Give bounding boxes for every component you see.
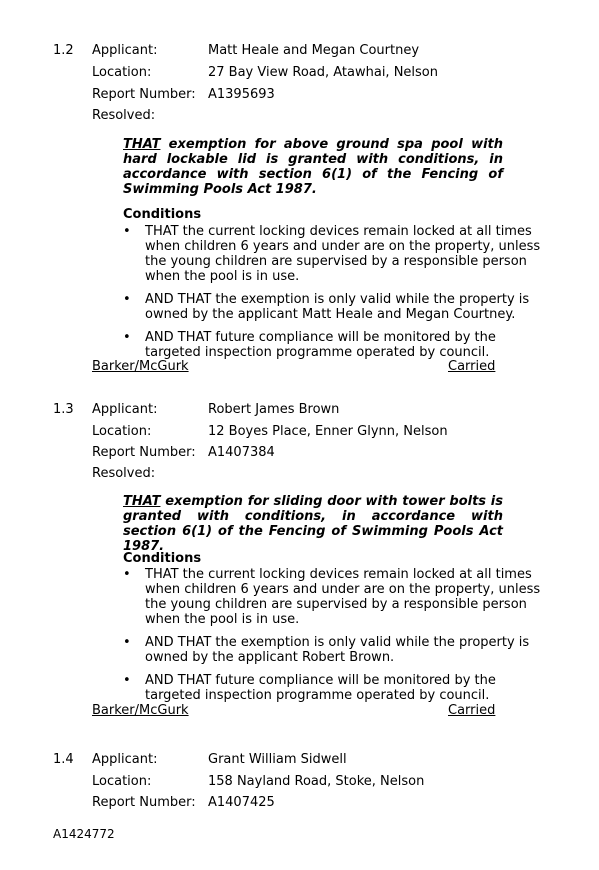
motion-status: Carried: [448, 359, 496, 374]
resolution-body: exemption for above ground spa pool with hard lockable lid is granted with conditions, in accordance with section 6(1) of the Fencing of Swimming Pools Act 1987.: [123, 137, 503, 197]
report-number-value: A1407425: [208, 795, 275, 810]
resolved-label: Resolved:: [92, 108, 156, 123]
condition-item: [123, 673, 553, 703]
location-row: [0, 423, 599, 441]
document-reference: A1424772: [53, 827, 115, 841]
location-label: Location:: [92, 65, 152, 80]
motion-status: Carried: [448, 703, 496, 718]
item-number: 1.2: [53, 43, 74, 58]
condition-text: AND THAT future compliance will be monitored by the targeted inspection programme operated by council.: [145, 673, 496, 703]
resolution-text: [123, 494, 503, 554]
condition-text: AND THAT the exemption is only valid while the property is owned by the applicant Robert Brown.: [145, 635, 530, 665]
report-number-value: A1395693: [208, 87, 275, 102]
report-number-row: [0, 444, 599, 462]
mover-seconder: Barker/McGurk: [92, 703, 189, 718]
conditions-heading: Conditions: [123, 207, 202, 222]
applicant-value: Robert James Brown: [208, 402, 340, 417]
location-row: [0, 64, 599, 82]
location-value: 12 Boyes Place, Enner Glynn, Nelson: [208, 424, 448, 439]
report-number-value: A1407384: [208, 445, 275, 460]
location-row: [0, 773, 599, 791]
mover-seconder: Barker/McGurk: [92, 359, 189, 374]
resolved-label: Resolved:: [92, 466, 156, 481]
condition-text: AND THAT the exemption is only valid while the property is owned by the applicant Matt Heale and Megan Courtney.: [145, 292, 530, 322]
resolved-row: [0, 107, 599, 125]
location-value: 27 Bay View Road, Atawhai, Nelson: [208, 65, 438, 80]
resolved-row: [0, 465, 599, 483]
condition-text: THAT the current locking devices remain locked at all times when children 6 years and under are on the property, unless the young children are supervised by a responsible person when the pool is in use.: [145, 567, 541, 627]
location-label: Location:: [92, 774, 152, 789]
report-number-row: [0, 794, 599, 812]
conditions-list: [123, 224, 553, 368]
resolution-that: THAT: [123, 137, 161, 152]
report-number-label: Report Number:: [92, 795, 196, 810]
condition-text: AND THAT future compliance will be monitored by the targeted inspection programme operated by council.: [145, 330, 496, 360]
condition-item: [123, 635, 553, 665]
location-label: Location:: [92, 424, 152, 439]
resolution-body: exemption for sliding door with tower bolts is granted with conditions, in accordance with section 6(1) of the Fencing of Swimming Pools Act 1987.: [123, 494, 503, 554]
resolution-that: THAT: [123, 494, 161, 509]
condition-item: [123, 224, 553, 284]
condition-text: THAT the current locking devices remain locked at all times when children 6 years and under are on the property, unless the young children are supervised by a responsible person when the pool is in use.: [145, 224, 541, 284]
bullet-icon: •: [123, 330, 131, 345]
applicant-label: Applicant:: [92, 752, 158, 767]
bullet-icon: •: [123, 673, 131, 688]
applicant-row: [0, 751, 599, 769]
report-number-label: Report Number:: [92, 445, 196, 460]
item-number: 1.4: [53, 752, 74, 767]
report-number-row: [0, 86, 599, 104]
applicant-value: Matt Heale and Megan Courtney: [208, 43, 420, 58]
report-number-label: Report Number:: [92, 87, 196, 102]
conditions-heading: Conditions: [123, 551, 202, 566]
bullet-icon: •: [123, 224, 131, 239]
condition-item: [123, 567, 553, 627]
applicant-row: [0, 401, 599, 419]
conditions-list: [123, 567, 553, 711]
applicant-label: Applicant:: [92, 43, 158, 58]
item-number: 1.3: [53, 402, 74, 417]
applicant-value: Grant William Sidwell: [208, 752, 347, 767]
applicant-label: Applicant:: [92, 402, 158, 417]
bullet-icon: •: [123, 635, 131, 650]
resolution-text: [123, 137, 503, 197]
bullet-icon: •: [123, 567, 131, 582]
applicant-row: [0, 42, 599, 60]
condition-item: [123, 330, 553, 360]
location-value: 158 Nayland Road, Stoke, Nelson: [208, 774, 425, 789]
condition-item: [123, 292, 553, 322]
bullet-icon: •: [123, 292, 131, 307]
